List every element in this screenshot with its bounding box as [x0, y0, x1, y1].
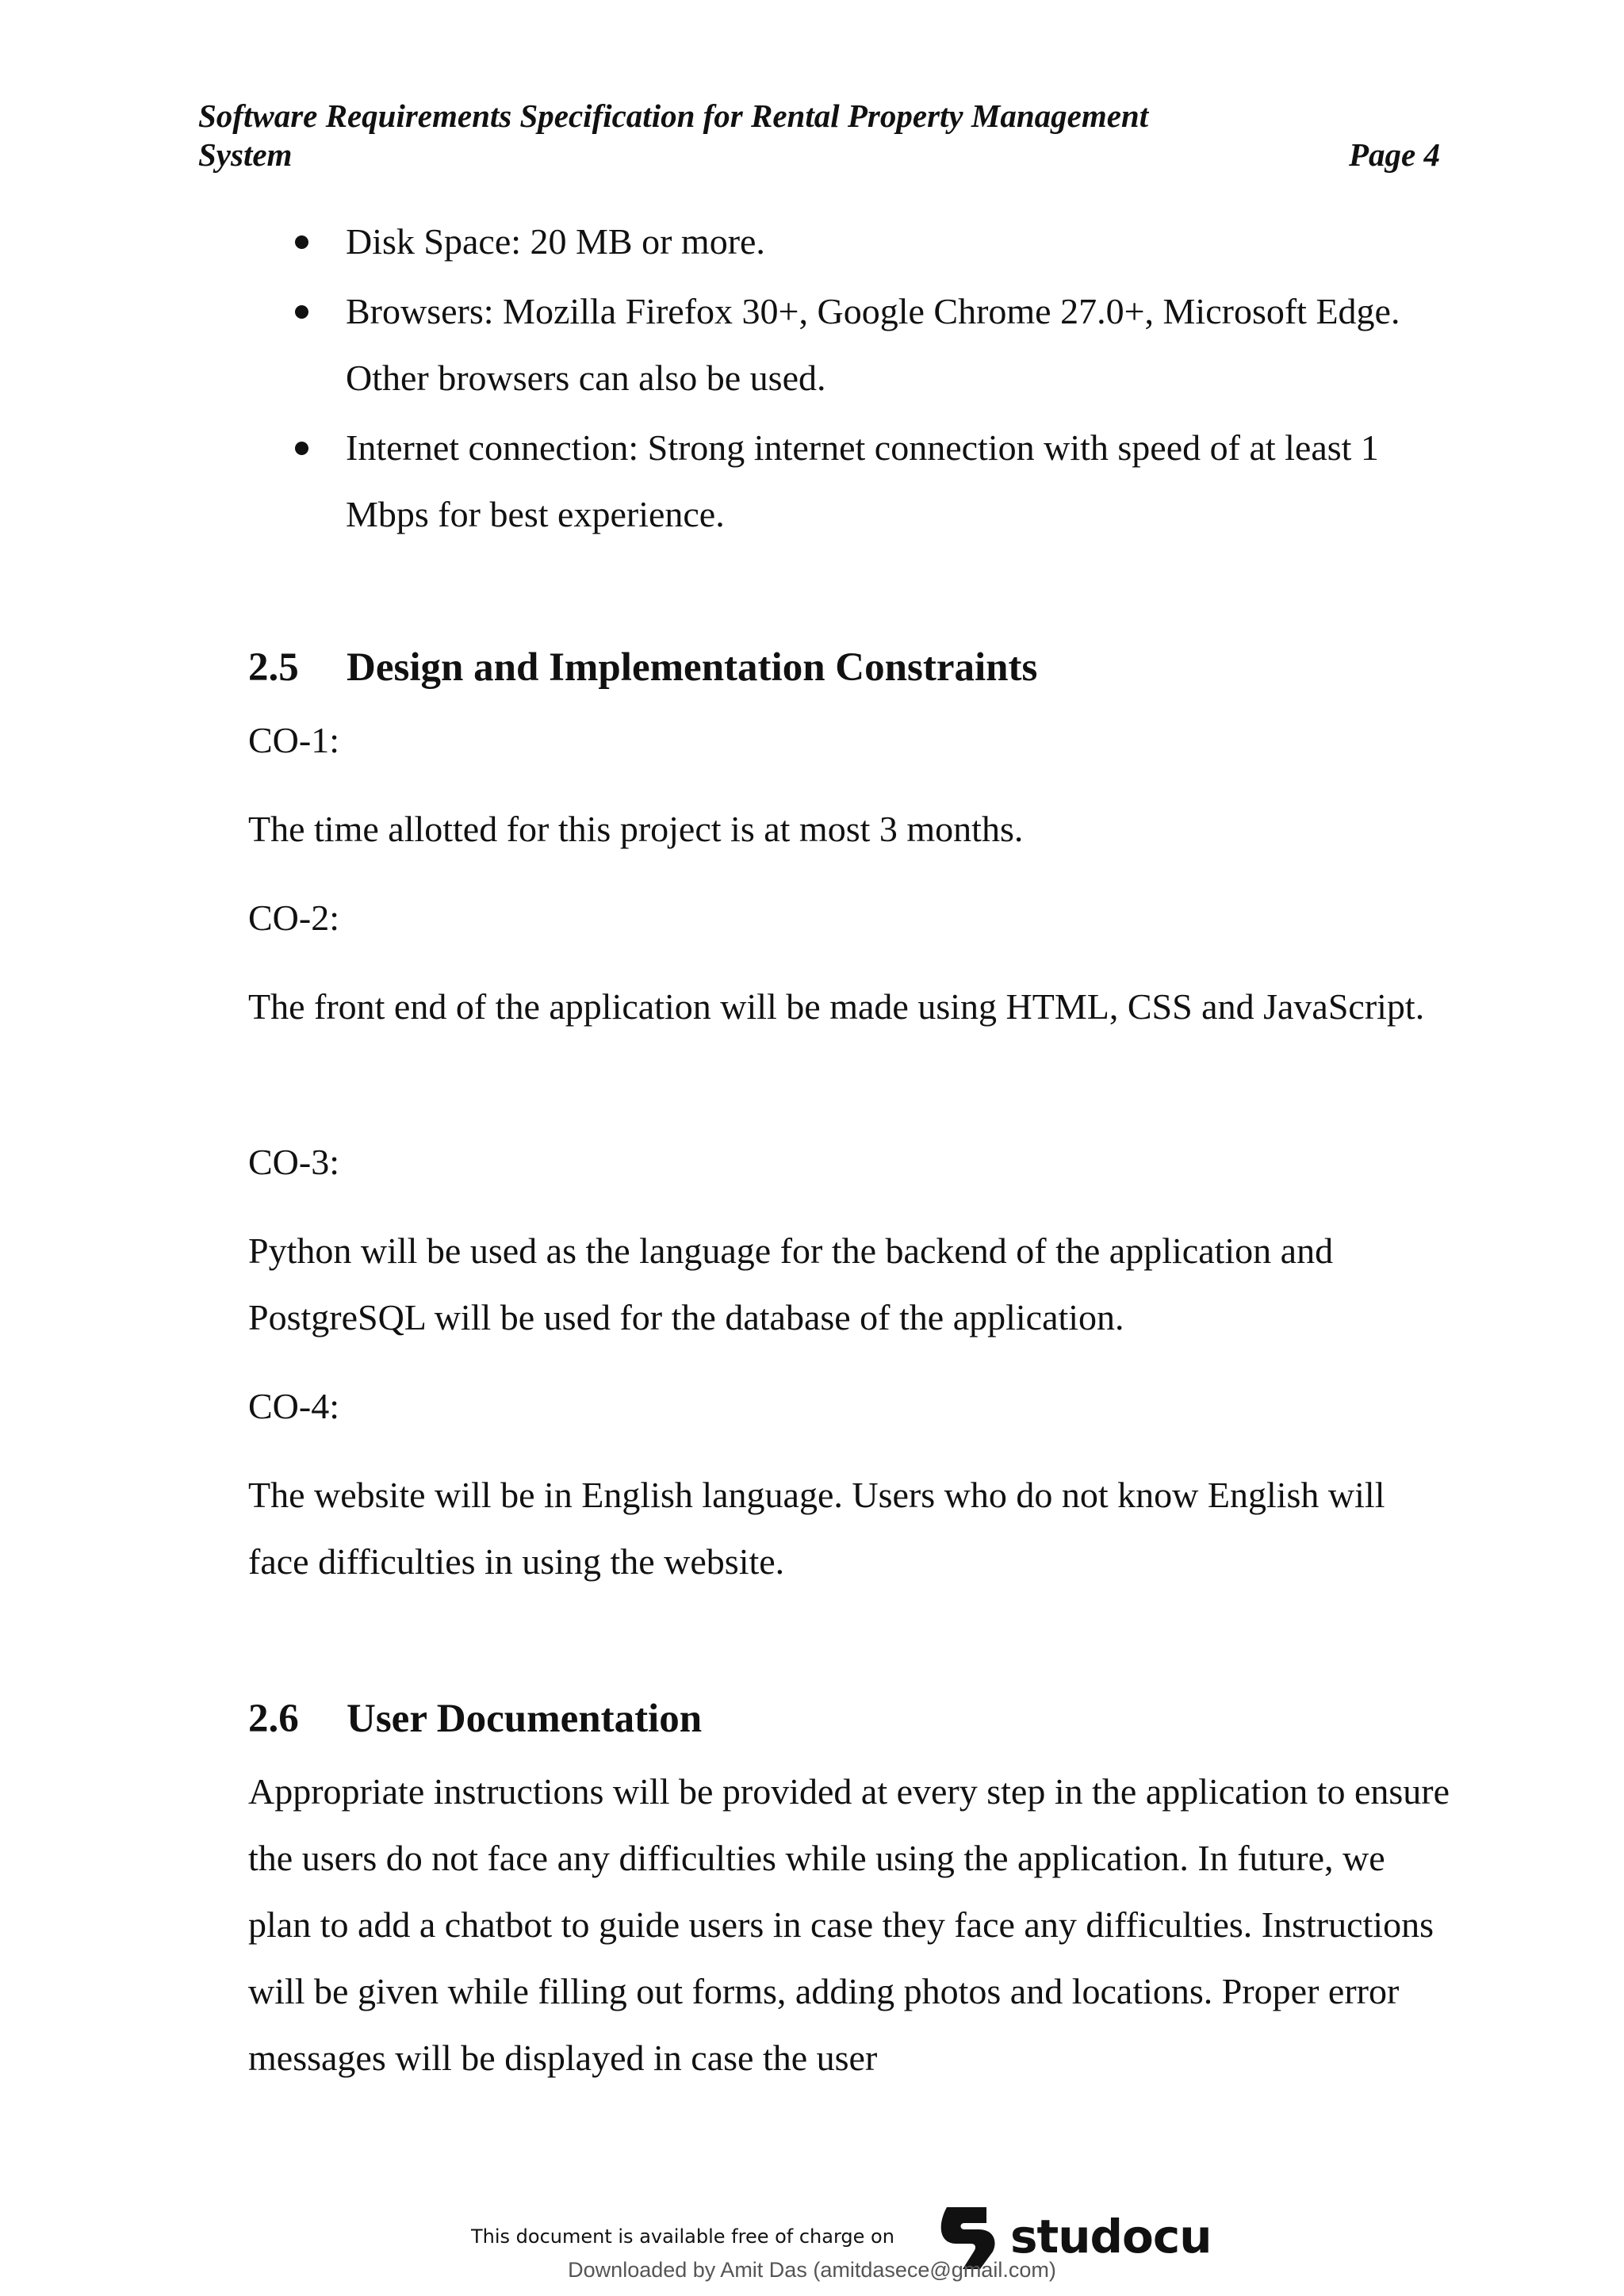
bullet-text: Disk Space: 20 MB or more.	[346, 221, 765, 262]
bullet-internet	[293, 415, 1451, 548]
constraint-text-co4: The website will be in English language. Users who do not know English will face difficulties in using the website.	[248, 1475, 1385, 1582]
constraint-label-co2: CO-2:	[248, 897, 339, 938]
constraint-label-co1: CO-1:	[248, 720, 339, 760]
bullet-text: Internet connection: Strong internet connection with speed of at least 1 Mbps for best experience.	[346, 427, 1379, 534]
studocu-brand: studocu	[1009, 2210, 1212, 2263]
constraint-label-co4: CO-4:	[248, 1386, 339, 1426]
bullet-icon	[295, 235, 308, 249]
bullet-icon	[295, 442, 308, 455]
constraint-label-co3: CO-3:	[248, 1142, 339, 1182]
document-title: Software Requirements Specification for Rental Property Management System	[198, 98, 1149, 173]
constraint-text-co1: The time allotted for this project is at most 3 months.	[248, 809, 1024, 849]
section-heading-2-6	[248, 1695, 702, 1743]
availability-note: This document is available free of charge on	[471, 2225, 894, 2248]
bullet-browsers	[293, 278, 1451, 411]
section-number: 2.6	[248, 1697, 299, 1741]
page-header	[198, 97, 1440, 174]
section-title: User Documentation	[347, 1697, 703, 1741]
section-number: 2.5	[248, 645, 299, 690]
bullet-icon	[295, 305, 308, 319]
section-title: Design and Implementation Constraints	[347, 645, 1038, 690]
requirements-bullet-list	[293, 209, 1451, 551]
user-documentation-text: Appropriate instructions will be provided at every step in the application to ensure the users do not face any difficulties while using the application. In future, we plan to add a chatbot to guide users in case they face any difficulties. Instructions will be given while filling out forms, adding photos and locations. Proper error messages will be displayed in case the user	[248, 1771, 1450, 2078]
bullet-text: Browsers: Mozilla Firefox 30+, Google Chrome 27.0+, Microsoft Edge. Other browsers can also be used.	[346, 291, 1400, 398]
section-heading-2-5	[248, 644, 1037, 691]
download-attribution: Downloaded by Amit Das (amitdasece@gmail.com)	[568, 2258, 1056, 2282]
constraint-text-co2: The front end of the application will be made using HTML, CSS and JavaScript.	[248, 986, 1425, 1027]
constraint-text-co3: Python will be used as the language for the backend of the application and PostgreSQL will be used for the database of the application.	[248, 1230, 1334, 1337]
page-number: Page 4	[1349, 136, 1440, 173]
bullet-disk-space	[293, 209, 1451, 275]
